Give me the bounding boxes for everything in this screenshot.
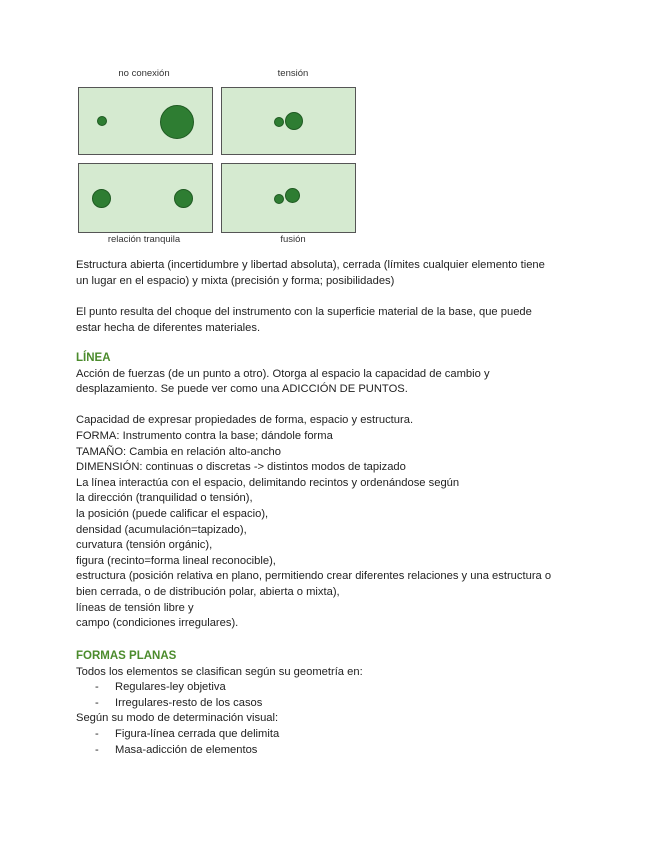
list-item-text: Figura-línea cerrada que delimita: [115, 727, 280, 740]
right-dot: [174, 189, 193, 208]
section-heading-linea: LÍNEA: [76, 352, 111, 364]
caption-relacion-tranquila: relación tranquila: [107, 234, 181, 245]
dash-bullet: -: [95, 743, 99, 756]
formas-planas-section: [76, 649, 586, 758]
medium-dot: [285, 188, 300, 203]
text-line: estructura (posición relativa en plano, permitiendo crear diferentes relaciones y una estructura o: [76, 570, 552, 583]
text-line: La línea interactúa con el espacio, delimitando recintos y ordenándose según: [76, 476, 460, 489]
list-item: [76, 680, 586, 696]
section-heading-formas-planas: FORMAS PLANAS: [76, 650, 177, 662]
text-line: Estructura abierta (incertidumbre y libertad absoluta), cerrada (límites cualquier elemento tiene: [76, 259, 545, 271]
dash-bullet: -: [95, 681, 99, 694]
caption-fusion: fusión: [280, 234, 306, 245]
small-dot: [274, 117, 284, 127]
text-line: la posición (puede calificar el espacio),: [76, 507, 269, 520]
dash-bullet: -: [95, 727, 99, 740]
small-dot: [274, 194, 284, 204]
text-line: El punto resulta del choque del instrumento con la superficie material de la base, que puede: [76, 306, 532, 318]
text-line: densidad (acumulación=tapizado),: [76, 523, 247, 536]
text-line: campo (condiciones irregulares).: [76, 617, 239, 630]
list-item-text: Regulares-ley objetiva: [115, 681, 226, 694]
text-line: Capacidad de expresar propiedades de forma, espacio y estructura.: [76, 414, 414, 427]
text-line: Según su modo de determinación visual:: [76, 712, 279, 725]
dash-bullet: -: [95, 696, 99, 709]
caption-no-conexion: no conexión: [118, 68, 170, 79]
panel-fusion: [221, 163, 356, 233]
large-dot: [160, 105, 194, 139]
list-item-text: Irregulares-resto de los casos: [115, 696, 263, 709]
text-line: líneas de tensión libre y: [76, 601, 194, 614]
text-line: desplazamiento. Se puede ver como una ADICCIÓN DE PUNTOS.: [76, 383, 408, 396]
point-relations-figure: [78, 68, 360, 248]
panel-no-conexion: [78, 87, 213, 155]
text-line: un lugar en el espacio) y mixta (precisión y forma; posibilidades): [76, 274, 395, 287]
medium-dot: [285, 112, 303, 130]
panel-relacion-tranquila: [78, 163, 213, 233]
text-line: Todos los elementos se clasifican según su geometría en:: [76, 665, 363, 678]
blank-line: [76, 398, 586, 414]
list-item-text: Masa-adicción de elementos: [115, 743, 258, 756]
text-line: TAMAÑO: Cambia en relación alto-ancho: [76, 445, 281, 458]
intro-paragraph-structure: [76, 258, 586, 289]
intro-paragraph-point: [76, 305, 586, 336]
list-item: [76, 727, 586, 743]
text-line: curvatura (tensión orgánic),: [76, 539, 213, 552]
list-item: [76, 696, 586, 712]
left-dot: [92, 189, 111, 208]
text-line: bien cerrada, o de distribución polar, abierta o mixta),: [76, 585, 340, 598]
small-dot: [97, 116, 107, 126]
text-line: figura (recinto=forma lineal reconocible),: [76, 554, 276, 567]
linea-section: [76, 351, 586, 632]
list-item: [76, 743, 586, 759]
text-line: la dirección (tranquilidad o tensión),: [76, 492, 253, 505]
text-line: estar hecha de diferentes materiales.: [76, 321, 261, 334]
caption-tension: tensión: [277, 68, 309, 79]
text-line: DIMENSIÓN: continuas o discretas -> distintos modos de tapizado: [76, 461, 406, 474]
text-line: Acción de fuerzas (de un punto a otro). Otorga al espacio la capacidad de cambio y: [76, 367, 490, 380]
text-line: FORMA: Instrumento contra la base; dándole forma: [76, 429, 333, 442]
panel-tension: [221, 87, 356, 155]
